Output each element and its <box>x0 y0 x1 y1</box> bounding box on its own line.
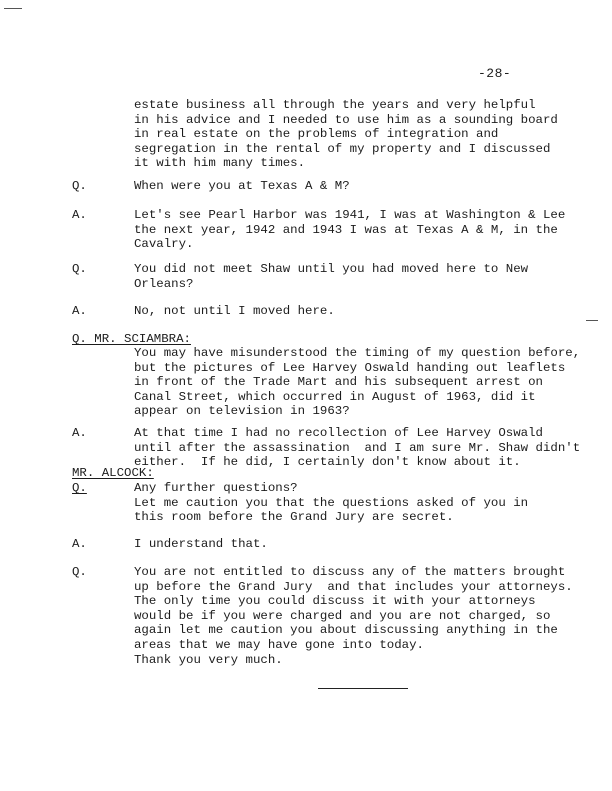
entry-label: Q. <box>72 565 87 579</box>
entry-text: I understand that. <box>134 537 268 551</box>
entry-text: Any further questions? Let me caution you that the questions asked of you in this room before the Grand Jury are secret. <box>134 481 529 525</box>
continued-answer: estate business all through the years and very helpful in his advice and I needed to use him as a sounding board in real estate on the problems of integration and segregation in the rental of my property and I discussed it with him many times. <box>134 98 558 171</box>
speaker-heading-sciambra: Q. MR. SCIAMBRA: <box>72 332 191 346</box>
scan-mark <box>586 320 598 321</box>
entry-text: You are not entitled to discuss any of the matters brought up before the Grand Jury and that includes your attorneys. The only time you could discuss it with your attorneys would be if you were charged and you are not charged, so again let me caution you about discussing anything in the areas that we may have gone into today. Thank you very much. <box>134 565 573 667</box>
speaker-heading-alcock: MR. ALCOCK: <box>72 466 154 480</box>
entry-label: Q. <box>72 179 87 193</box>
entry-label: A. <box>72 537 87 551</box>
entry-text: No, not until I moved here. <box>134 304 335 318</box>
entry-text: Let's see Pearl Harbor was 1941, I was at Washington & Lee the next year, 1942 and 1943 I was at Texas A & M, in the Cavalry. <box>134 208 566 252</box>
entry-label: Q. <box>72 262 87 276</box>
end-rule <box>318 688 408 689</box>
entry-label: A. <box>72 208 87 222</box>
entry-label: A. <box>72 304 87 318</box>
entry-text: You did not meet Shaw until you had moved here to New Orleans? <box>134 262 529 291</box>
entry-label: A. <box>72 426 87 440</box>
entry-text: When were you at Texas A & M? <box>134 179 350 193</box>
entry-text: At that time I had no recollection of Lee Harvey Oswald until after the assassination and I am sure Mr. Shaw didn't either. If he did, I certainly don't know about it. <box>134 426 581 470</box>
entry-label: Q. <box>72 481 87 495</box>
page-number: -28- <box>478 66 512 81</box>
entry-text: You may have misunderstood the timing of my question before, but the pictures of Lee Harvey Oswald handing out leaflets in front of the Trade Mart and his subsequent arrest on Canal Street, which occurred in August of 1963, did it appear on television in 1963? <box>134 346 581 419</box>
scan-mark <box>4 8 22 9</box>
